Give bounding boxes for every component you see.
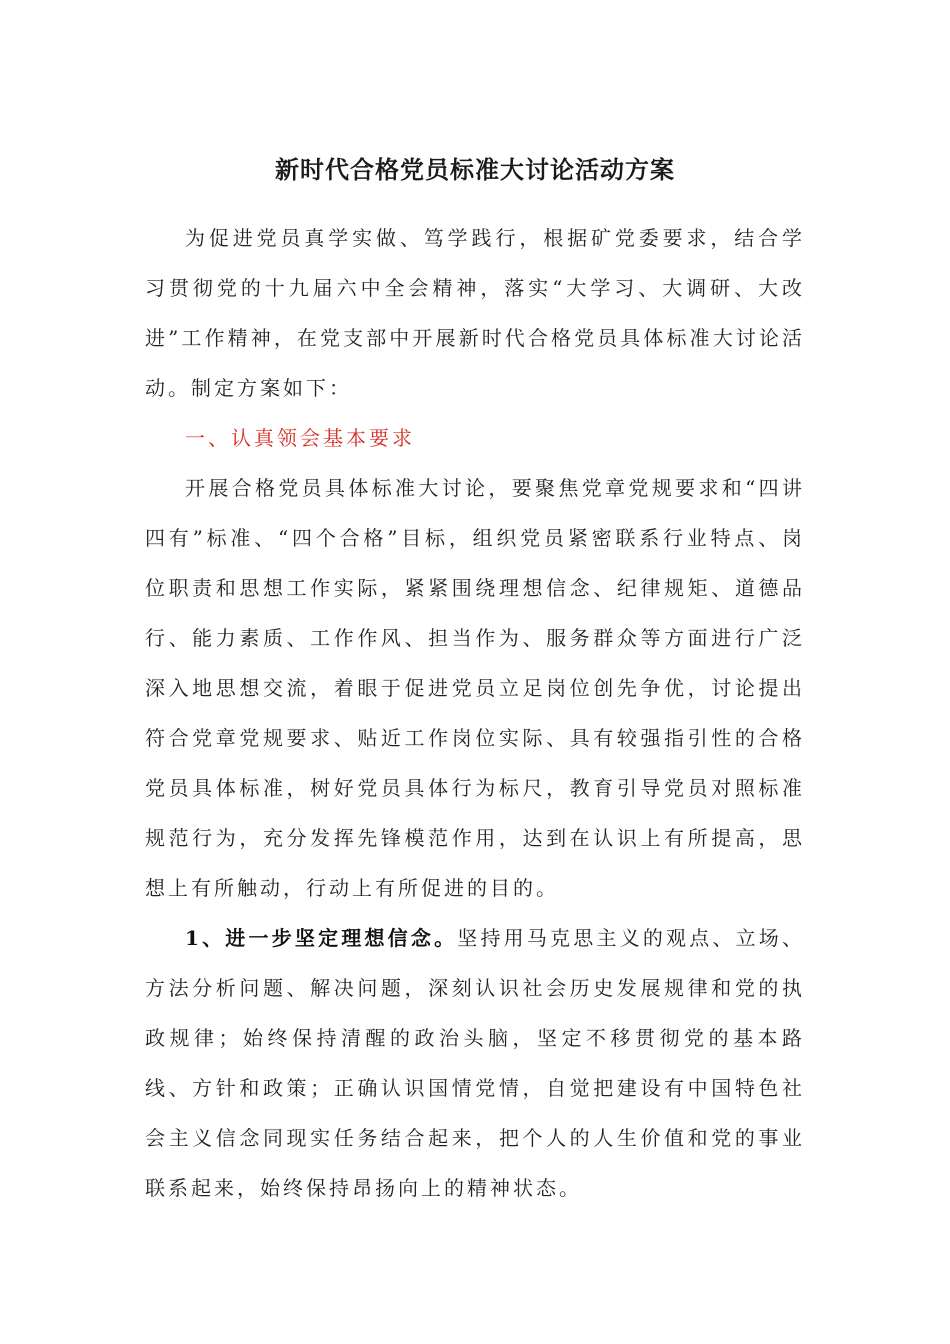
document-body bbox=[145, 213, 805, 1213]
section-heading: 一、认真领会基本要求 bbox=[185, 426, 415, 450]
document-title: 新时代合格党员标准大讨论活动方案 bbox=[275, 155, 675, 184]
section-paragraph: 开展合格党员具体标准大讨论，要聚焦党章党规要求和“四讲四有”标准、“四个合格”目标，组织党员紧密联系行业特点、岗位职责和思想工作实际，紧紧围绕理想信念、纪律规矩、道德品行、能力素质、工作作风、担当作为、服务群众等方面进行广泛深入地思想交流，着眼于促进党员立足岗位创先争优，讨论提出符合党章党规要求、贴近工作岗位实际、具有较强指引性的合格党员具体标准，树好党员具体行为标尺，教育引导党员对照标准规范行为，充分发挥先锋模范作用，达到在认识上有所提高，思想上有所触动，行动上有所促进的目的。 bbox=[145, 476, 805, 900]
item-lead: 1、进一步坚定理想信念。 bbox=[185, 926, 458, 950]
item-body: 坚持用马克思主义的观点、立场、方法分析问题、解决问题，深刻认识社会历史发展规律和党的执政规律；始终保持清醒的政治头脑，坚定不移贯彻党的基本路线、方针和政策；正确认识国情党情，自觉把建设有中国特色社会主义信念同现实任务结合起来，把个人的人生价值和党的事业联系起来，始终保持昂扬向上的精神状态。 bbox=[145, 926, 805, 1200]
item-paragraph bbox=[145, 913, 805, 1213]
intro-paragraph: 为促进党员真学实做、笃学践行，根据矿党委要求，结合学习贯彻党的十九届六中全会精神，落实“大学习、大调研、大改进”工作精神，在党支部中开展新时代合格党员具体标准大讨论活动。制定方案如下： bbox=[145, 226, 805, 400]
